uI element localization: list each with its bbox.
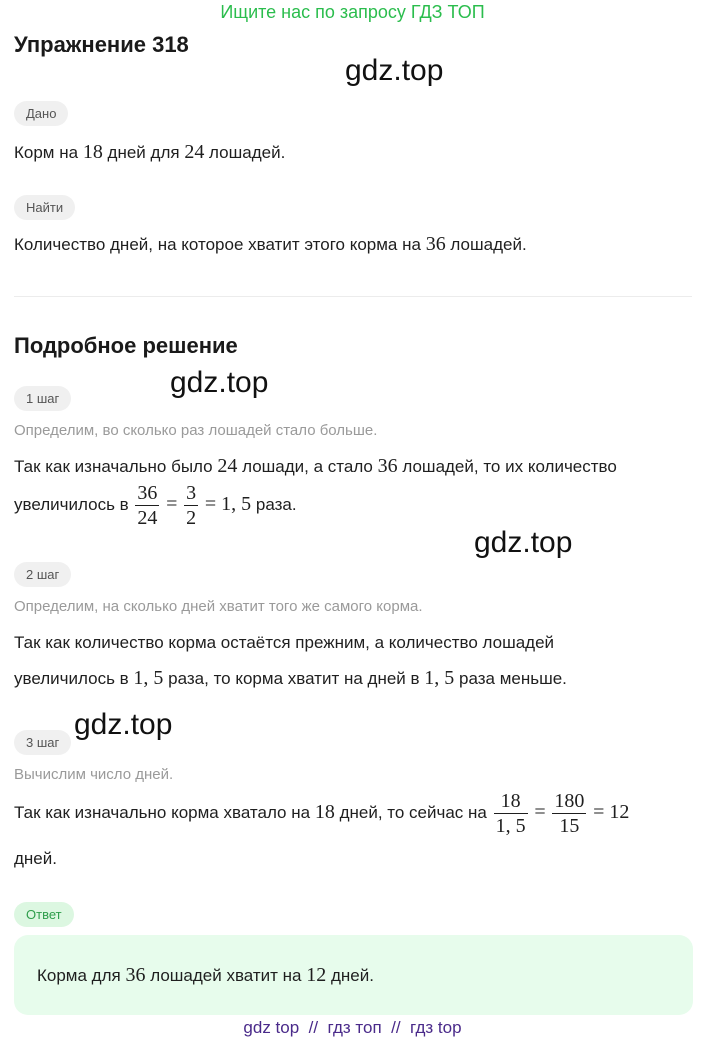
- fraction: [184, 481, 198, 530]
- given-section: [14, 101, 68, 126]
- step-3-badge-wrap: [14, 730, 71, 755]
- given-text-part: Корм на: [14, 143, 79, 162]
- fraction: [494, 789, 528, 838]
- step-2-number: 1, 5: [133, 667, 164, 689]
- step-1-label: 1 шаг: [14, 386, 71, 411]
- step-1-text: раза.: [255, 494, 297, 514]
- step-3-line-2: дней.: [14, 849, 57, 868]
- fraction-denominator: 15: [559, 815, 580, 837]
- answer-badge-wrap: [14, 902, 74, 927]
- step-3-text: дней, то сейчас на: [339, 802, 487, 822]
- find-text-part: лошадей.: [450, 235, 527, 254]
- step-1-line-2: [14, 481, 297, 530]
- solution-title: Подробное решение: [14, 333, 238, 358]
- footer-separator: //: [308, 1018, 319, 1037]
- step-2-text: раза меньше.: [459, 669, 567, 688]
- fraction-numerator: 36: [137, 482, 158, 504]
- footer-link[interactable]: гдз top: [410, 1018, 462, 1037]
- watermark: gdz.top: [345, 54, 444, 87]
- watermark: gdz.top: [170, 366, 269, 399]
- divider: [14, 296, 692, 297]
- fraction-numerator: 3: [186, 482, 197, 504]
- exercise-title: Упражнение 318: [14, 32, 189, 57]
- step-3-label: 3 шаг: [14, 730, 71, 755]
- step-3-line-1: [14, 789, 698, 838]
- step-2-number: 1, 5: [424, 667, 455, 689]
- find-text: [14, 233, 527, 256]
- equals-sign: =: [166, 492, 178, 515]
- step-1-number: 24: [217, 455, 238, 477]
- step-1-hint: Определим, во сколько раз лошадей стало больше.: [14, 422, 378, 439]
- step-2-text: увеличилось в: [14, 669, 129, 688]
- given-text-part: лошадей.: [209, 143, 286, 162]
- answer-number: 36: [125, 964, 146, 986]
- answer-text: [37, 964, 374, 987]
- footer-link[interactable]: гдз топ: [327, 1018, 382, 1037]
- fraction: [135, 481, 159, 530]
- find-label: Найти: [14, 195, 75, 220]
- given-days-number: 18: [82, 141, 103, 163]
- step-3-hint: Вычислим число дней.: [14, 766, 174, 783]
- fraction-denominator: 1, 5: [495, 815, 526, 837]
- step-2-label: 2 шаг: [14, 562, 71, 587]
- step-2-badge-wrap: [14, 562, 71, 587]
- footer-separator: //: [391, 1018, 401, 1037]
- answer-label: Ответ: [14, 902, 74, 927]
- step-2-hint: Определим, на сколько дней хватит того же самого корма.: [14, 598, 423, 615]
- result-value: = 1, 5: [204, 492, 252, 515]
- step-1-number: 36: [377, 455, 398, 477]
- given-label: Дано: [14, 101, 68, 126]
- step-1-text: Так как изначально было: [14, 457, 213, 476]
- equals-sign: =: [534, 800, 546, 823]
- watermark: gdz.top: [474, 526, 573, 559]
- search-banner: Ищите нас по запросу ГДЗ ТОП: [220, 2, 485, 22]
- footer-link[interactable]: gdz top: [243, 1018, 300, 1037]
- fraction-denominator: 2: [186, 507, 197, 529]
- step-1-text: лошадей, то их количество: [402, 457, 617, 476]
- step-2-text: раза, то корма хватит на дней в: [168, 669, 420, 688]
- watermark: gdz.top: [74, 708, 173, 741]
- step-1-text: лошади, а стало: [242, 457, 373, 476]
- given-horses-number: 24: [184, 141, 205, 163]
- fraction-numerator: 18: [494, 789, 528, 814]
- find-horses-number: 36: [425, 233, 446, 255]
- answer-text-part: Корма для: [37, 966, 121, 985]
- find-text-part: Количество дней, на которое хватит этого корма на: [14, 235, 421, 254]
- fraction: [552, 789, 586, 838]
- step-3-number: 18: [314, 800, 335, 823]
- answer-number: 12: [306, 964, 327, 986]
- fraction-denominator: 24: [137, 507, 158, 529]
- step-1-line-1: [14, 455, 617, 478]
- given-text: [14, 141, 285, 164]
- fraction-numerator: 180: [554, 790, 585, 812]
- step-1-text: увеличилось в: [14, 494, 129, 514]
- step-2-line-2: [14, 667, 567, 690]
- find-section: [14, 195, 75, 220]
- given-text-part: дней для: [107, 143, 180, 162]
- answer-text-part: лошадей хватит на: [150, 966, 302, 985]
- step-2-line-1: Так как количество корма остаётся прежним, а количество лошадей: [14, 633, 555, 652]
- result-value: = 12: [593, 800, 630, 823]
- step-3-text: Так как изначально корма хватало на: [14, 802, 311, 822]
- answer-text-part: дней.: [330, 966, 374, 985]
- footer-links: [0, 1018, 705, 1038]
- step-1-badge-wrap: [14, 386, 71, 411]
